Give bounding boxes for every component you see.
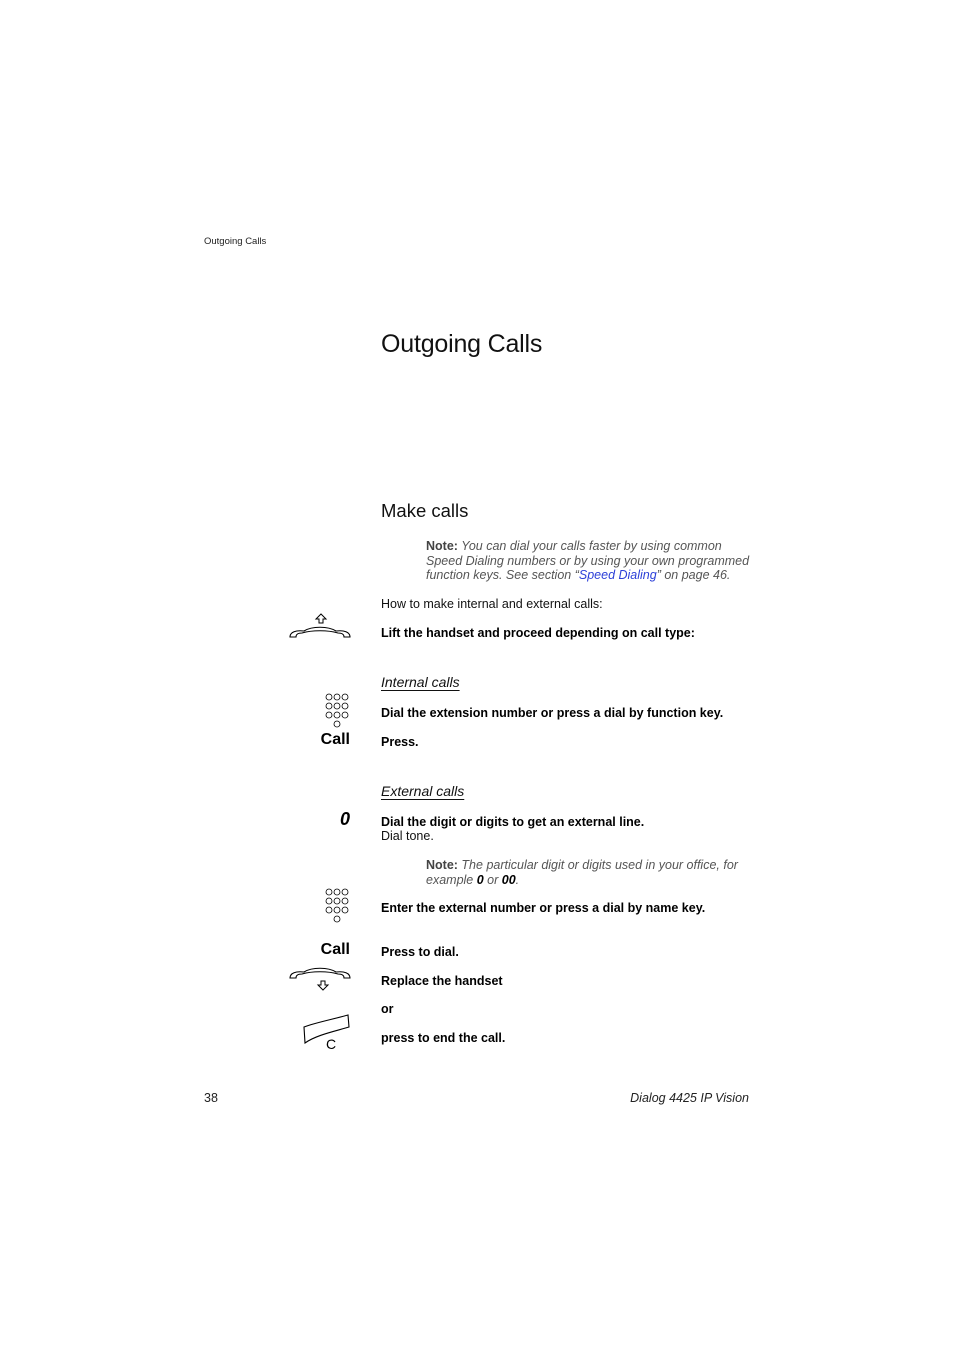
section-title: Make calls (381, 500, 469, 521)
note-quote: “ (574, 568, 579, 583)
keypad-icon (325, 888, 351, 924)
note-end: . (515, 872, 520, 887)
note-example-1: 0 (476, 872, 484, 887)
press-to-end-instruction: press to end the call. (381, 1031, 506, 1045)
external-calls-heading: External calls (381, 783, 465, 799)
note-label: Note: (426, 539, 458, 553)
keypad-icon (325, 693, 351, 729)
dial-tone-text: Dial tone. (381, 829, 434, 843)
page-number: 38 (204, 1091, 218, 1105)
note-example-2: 00 (501, 872, 516, 887)
replace-handset-instruction: Replace the handset (381, 974, 503, 988)
note-text: You can dial your calls faster by using common Speed Dialing numbers or by using your own programmed function keys. See section (426, 539, 750, 583)
product-name: Dialog 4425 IP Vision (630, 1091, 749, 1105)
clear-key-letter: C (326, 1036, 337, 1052)
external-enter-instruction: Enter the external number or press a dial by name key. (381, 901, 706, 915)
intro-text: How to make internal and external calls: (381, 597, 603, 611)
note-or: or (483, 872, 502, 887)
note-speed-dialing (426, 539, 756, 583)
press-to-dial-instruction: Press to dial. (381, 945, 459, 959)
handset-lift-icon (288, 612, 352, 642)
speed-dialing-link[interactable]: Speed Dialing (578, 568, 657, 583)
note-tail: ” on page 46. (656, 568, 731, 583)
internal-calls-heading: Internal calls (381, 674, 460, 690)
external-dial-instruction: Dial the digit or digits to get an external line. (381, 815, 645, 829)
note-digits (426, 858, 756, 887)
internal-press-instruction: Press. (381, 735, 419, 749)
internal-dial-instruction: Dial the extension number or press a dial by function key. (381, 706, 724, 720)
handset-replace-icon (288, 965, 352, 993)
call-key-label: Call (320, 731, 350, 748)
or-text: or (381, 1002, 394, 1016)
running-head: Outgoing Calls (204, 236, 267, 247)
page-title: Outgoing Calls (381, 330, 543, 358)
note-label: Note: (426, 858, 458, 872)
lift-instruction: Lift the handset and proceed depending on call type: (381, 626, 695, 640)
call-key-label: Call (320, 941, 350, 958)
digit-zero-label: 0 (339, 809, 350, 829)
note-text: The particular digit or digits used in your office, for example (426, 858, 738, 887)
